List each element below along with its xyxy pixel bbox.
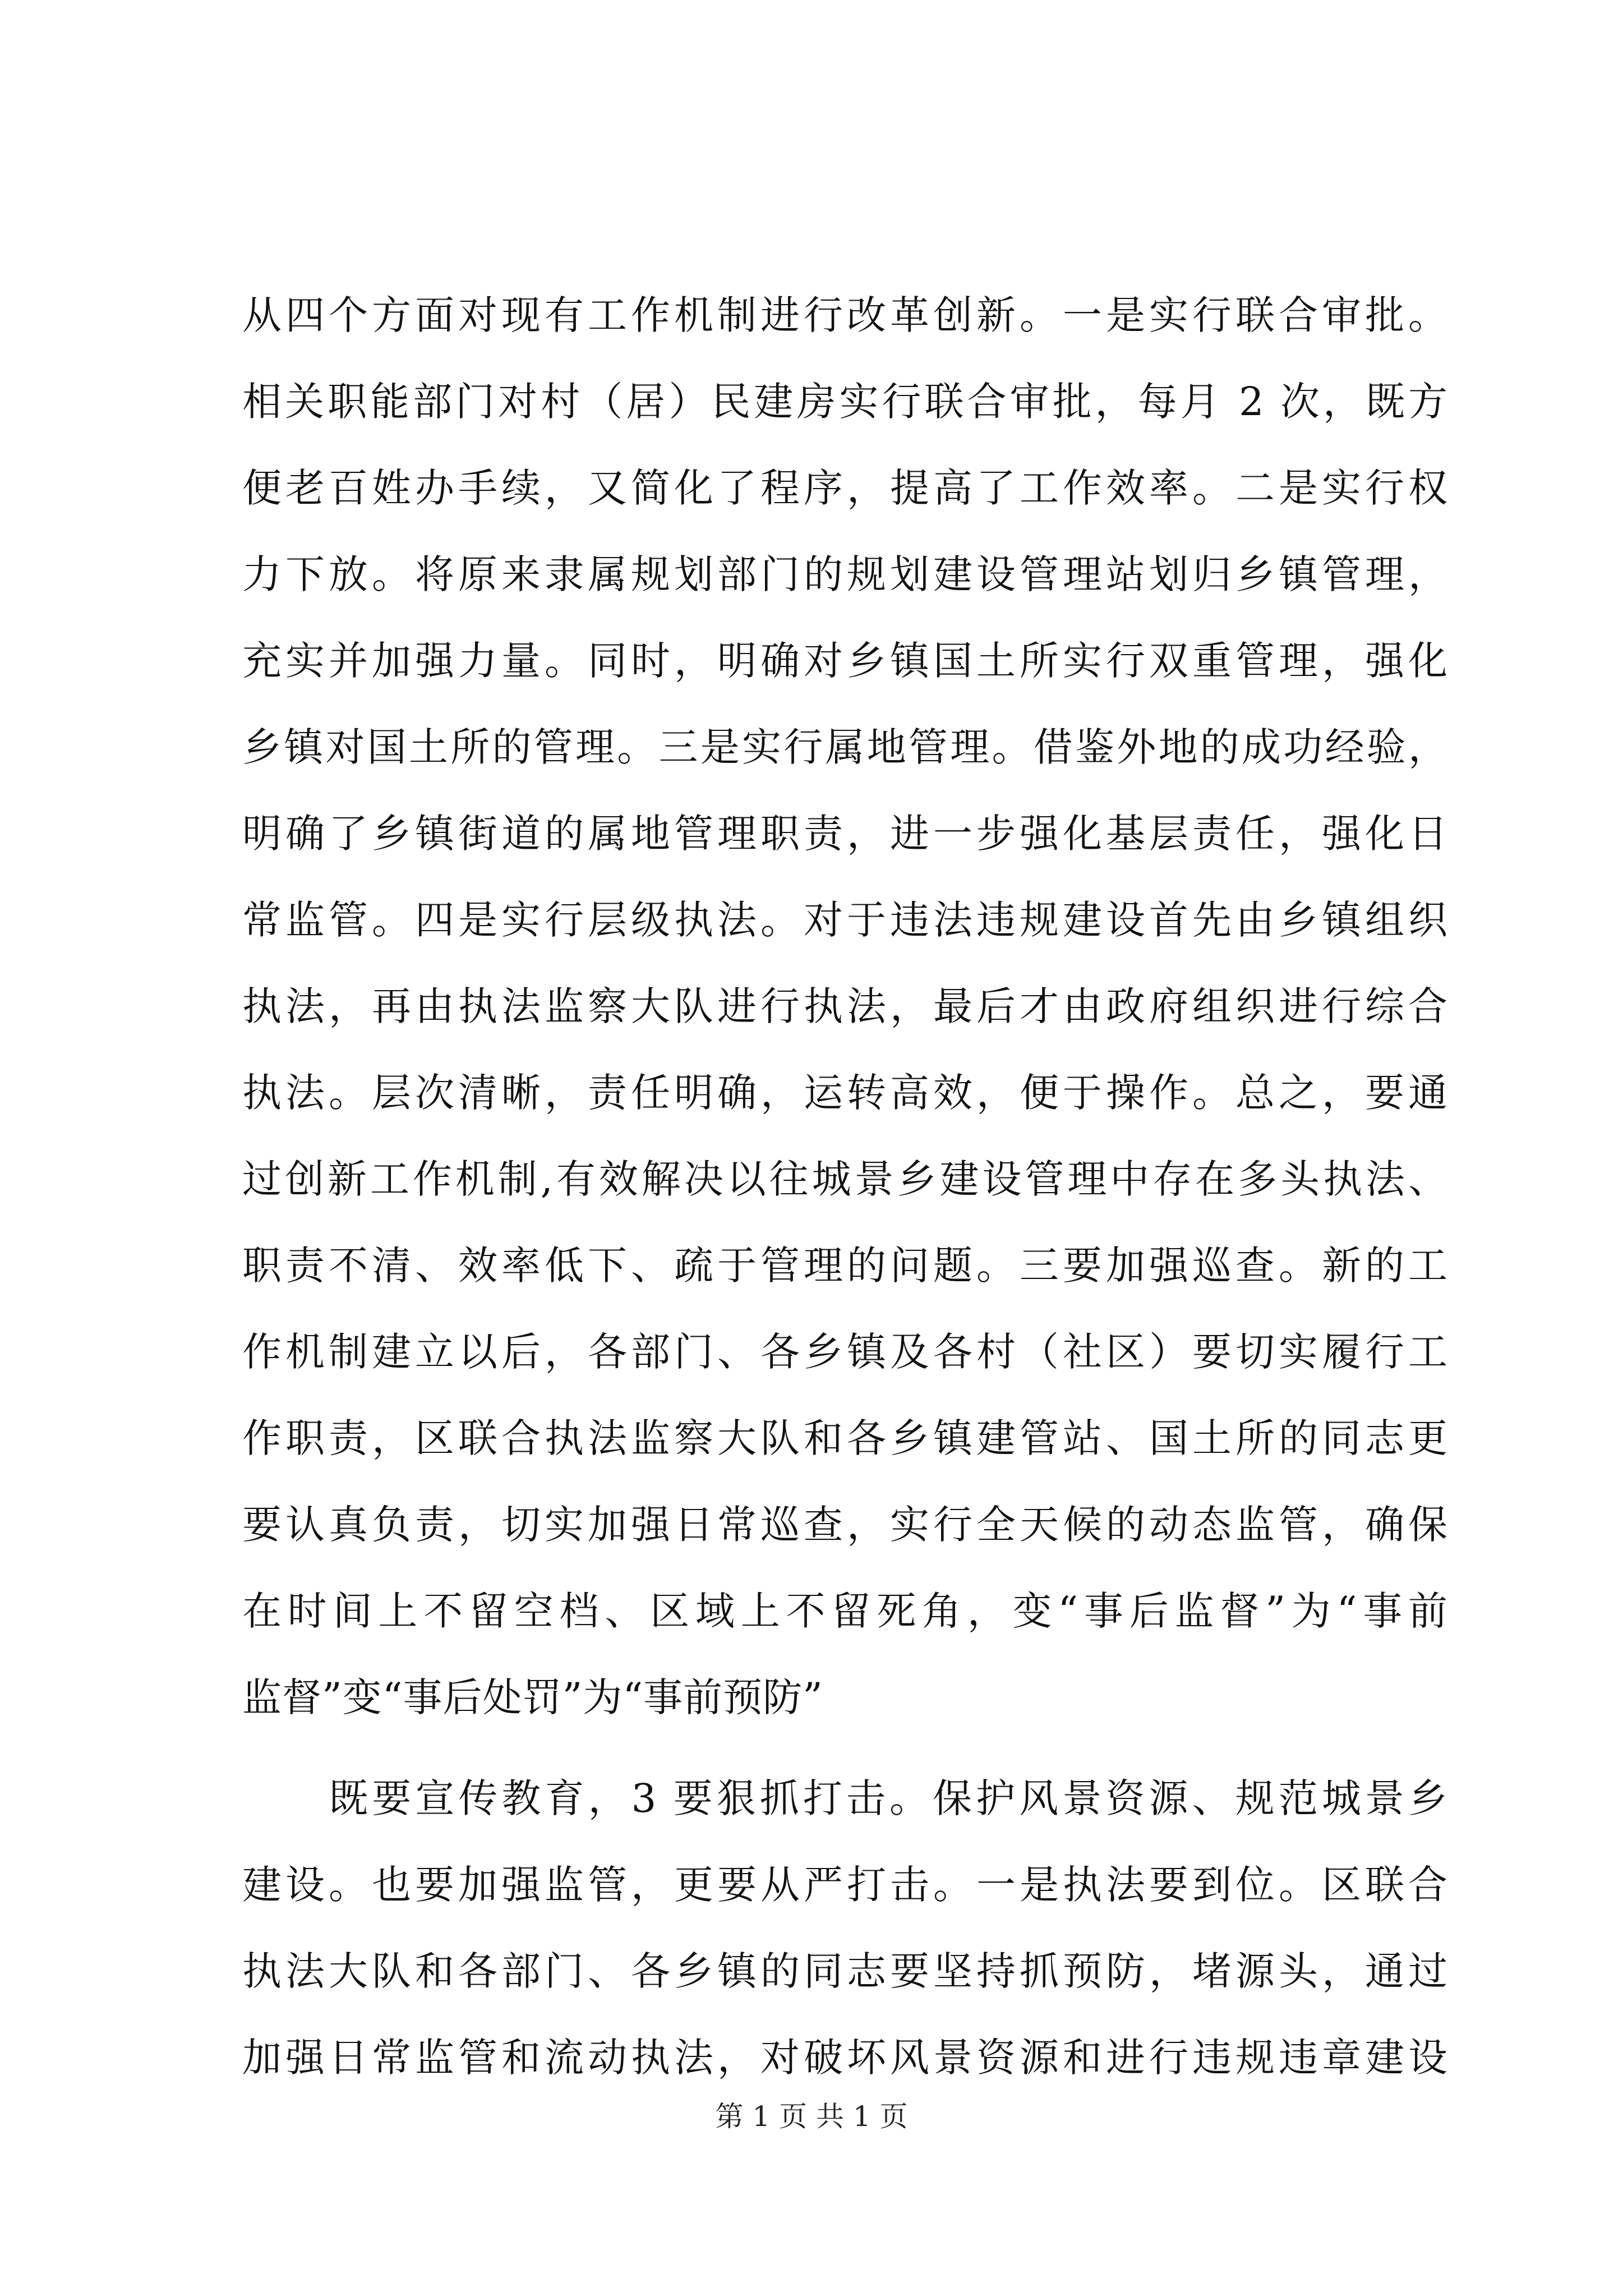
- text-line: 乡镇对国土所的管理。三是实行属地管理。借鉴外地的成功经验，: [242, 724, 1448, 770]
- text-line: 执法，再由执法监察大队进行执法，最后才由政府组织进行综合: [242, 983, 1448, 1029]
- text-line: 过创新工作机制,有效解决以往城景乡建设管理中存在多头执法、: [242, 1156, 1448, 1202]
- text-line: 便老百姓办手续，又简化了程序，提高了工作效率。二是实行权: [242, 465, 1448, 511]
- text-line: 作职责，区联合执法监察大队和各乡镇建管站、国土所的同志更: [242, 1415, 1448, 1461]
- text-line: 相关职能部门对村（居）民建房实行联合审批，每月 2 次，既方: [242, 379, 1448, 425]
- body-text: [242, 272, 1448, 2101]
- text-line: 作机制建立以后，各部门、各乡镇及各村（社区）要切实履行工: [242, 1329, 1448, 1375]
- text-line: 加强日常监管和流动执法，对破坏风景资源和进行违规违章建设: [242, 2035, 1448, 2081]
- text-line: 要认真负责，切实加强日常巡查，实行全天候的动态监管，确保: [242, 1502, 1448, 1548]
- paragraph-end-line: 监督”变“事后处罚”为“事前预防”: [242, 1674, 823, 1720]
- text-line: 执法大队和各部门、各乡镇的同志要坚持抓预防，堵源头，通过: [242, 1948, 1448, 1994]
- text-line: 明确了乡镇街道的属地管理职责，进一步强化基层责任，强化日: [242, 811, 1448, 857]
- text-line: 常监管。四是实行层级执法。对于违法违规建设首先由乡镇组织: [242, 897, 1448, 943]
- text-line: 职责不清、效率低下、疏于管理的问题。三要加强巡查。新的工: [242, 1243, 1448, 1289]
- text-line: 力下放。将原来隶属规划部门的规划建设管理站划归乡镇管理，: [242, 551, 1448, 597]
- paragraph-first-line: 既要宣传教育，3 要狠抓打击。保护风景资源、规范城景乡: [242, 1775, 1448, 1821]
- page-footer: 第 1 页 共 1 页: [715, 2100, 908, 2133]
- text-line: 执法。层次清晰，责任明确，运转高效，便于操作。总之，要通: [242, 1070, 1448, 1116]
- text-line: 在时间上不留空档、区域上不留死角，变“事后监督”为“事前: [242, 1588, 1448, 1634]
- text-line: 建设。也要加强监管，更要从严打击。一是执法要到位。区联合: [242, 1862, 1448, 1908]
- text-line: 从四个方面对现有工作机制进行改革创新。一是实行联合审批。: [242, 292, 1448, 338]
- text-line: 充实并加强力量。同时，明确对乡镇国土所实行双重管理，强化: [242, 638, 1448, 684]
